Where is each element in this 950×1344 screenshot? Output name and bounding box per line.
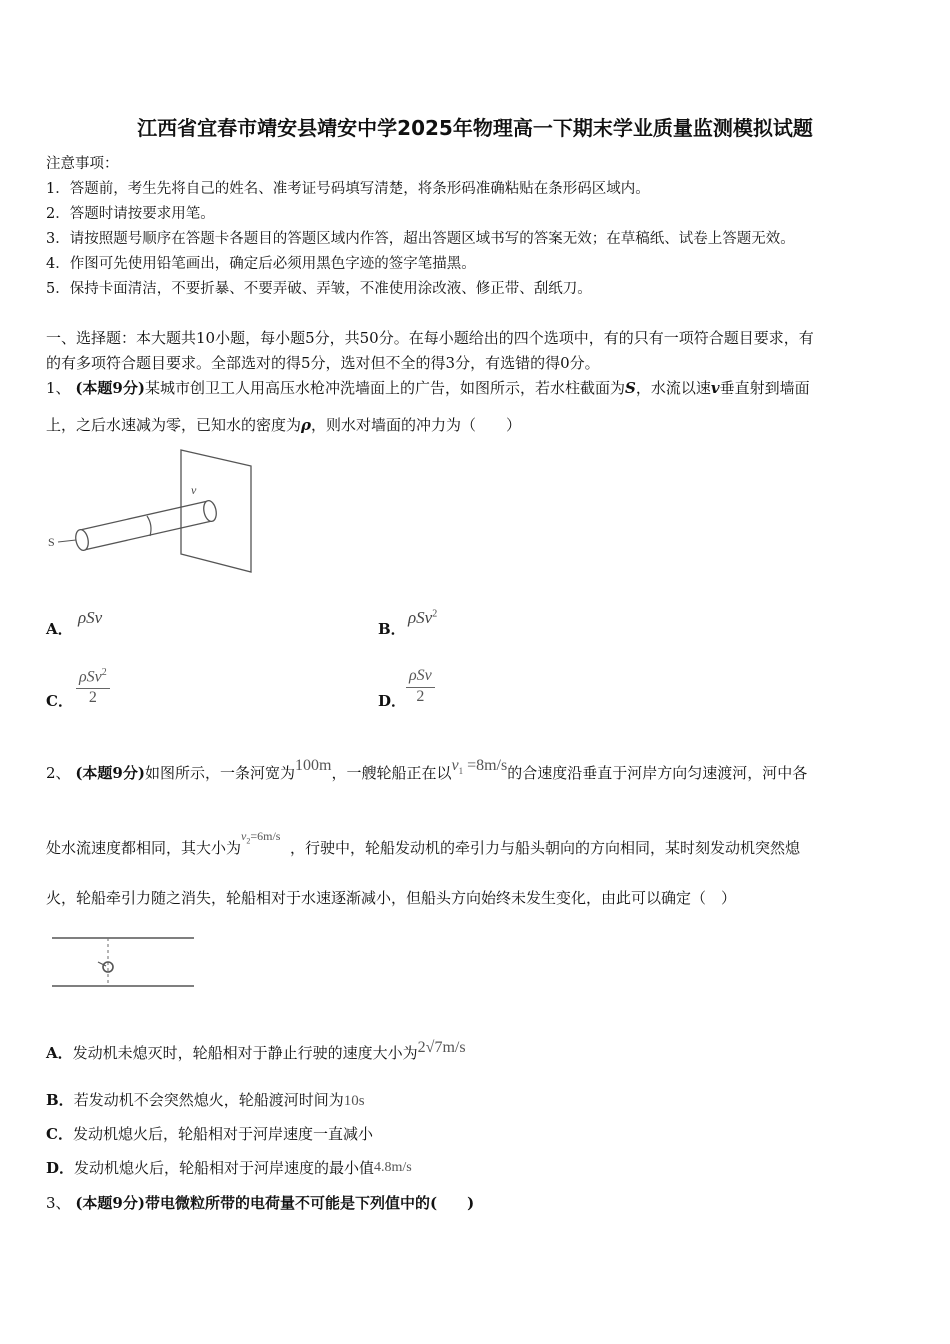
v1-value: =8m/s <box>467 757 508 774</box>
page-title: 江西省宜春市靖安县靖安中学2025年物理高一下期末学业质量监测模拟试题 <box>137 116 813 140</box>
v2-symbol: v <box>241 829 247 843</box>
q1-option-b[interactable] <box>378 618 406 639</box>
q2-score-tag: (本题9分) <box>75 764 145 782</box>
q2-line1 <box>46 757 808 784</box>
q1-text-1c: 垂直射到墙面 <box>719 379 810 397</box>
q1-line2 <box>46 414 521 435</box>
option-math: 4.8m/s <box>374 1160 412 1175</box>
q1-line1 <box>46 377 810 398</box>
q3-text: 带电微粒所带的电荷量不可能是下列值中的( ) <box>144 1194 475 1212</box>
q1-figure-water-jet <box>44 446 264 576</box>
option-label: C． <box>46 692 73 710</box>
q3-score-tag: (本题9分) <box>75 1194 145 1212</box>
notice-item-3: 3．请按照题号顺序在答题卡各题目的答题区域内作答，超出答题区域书写的答案无效；在草稿纸、试卷上答题无效。 <box>46 231 795 247</box>
notice-item-5: 5．保持卡面清洁，不要折暴、不要弄破、弄皱，不准使用涂改液、修正带、刮纸刀。 <box>46 281 592 297</box>
v1-subscript: 1 <box>458 766 464 777</box>
option-label: A． <box>46 1044 73 1062</box>
fig-label-v: v <box>191 483 197 497</box>
q1-text-1a: 某城市创卫工人用高压水枪冲洗墙面上的广告，如图所示，若水柱截面为 <box>144 379 625 397</box>
notice-item-1: 1．答题前，考生先将自己的姓名、准考证号码填写清楚，将条形码准确粘贴在条形码区域内。 <box>46 181 650 197</box>
q2-v1-expr <box>451 757 508 777</box>
option-label: C． <box>46 1125 73 1143</box>
frac-sup: 2 <box>101 667 107 678</box>
q2-v2-expr <box>241 829 281 846</box>
q1-option-c-fraction <box>76 667 110 707</box>
option-label: A． <box>46 620 73 638</box>
section1-line2: 的有多项符合题目要求。全部选对的得5分，选对但不全的得3分，有选错的得0分。 <box>46 354 600 372</box>
q2-number: 2、 <box>46 764 71 782</box>
jet-left-end <box>74 528 90 551</box>
frac-denominator: 2 <box>416 688 425 705</box>
q1-text-2a: 上，之后水速减为零，已知水的密度为 <box>46 416 302 434</box>
q2-line3: 火，轮船牵引力随之消失，轮船相对于水速逐渐减小，但船头方向始终未发生变化，由此可以确定（ ） <box>46 889 737 907</box>
notice-heading: 注意事项： <box>46 156 119 172</box>
jet-right-end <box>202 499 218 522</box>
q2-text-1b: ，一艘轮船正在以 <box>331 764 452 782</box>
q2-option-b[interactable] <box>46 1089 365 1110</box>
option-label: D． <box>378 692 407 710</box>
frac-numerator: ρSv <box>79 668 102 686</box>
frac-denominator: 2 <box>88 689 97 707</box>
option-text: 发动机熄火后，轮船相对于河岸速度一直减小 <box>72 1125 373 1143</box>
notice-item-4: 4．作图可先使用铅笔画出，确定后必须用黑色字迹的签字笔描黑。 <box>46 256 476 272</box>
q2-text-1a: 如图所示，一条河宽为 <box>144 764 295 782</box>
frac-numerator: ρSv <box>409 667 432 684</box>
q2-text-1c: 的合速度沿垂直于河岸方向匀速渡河，河中各 <box>507 764 808 782</box>
q2-text-2a: 处水流速度都相同，其大小为 <box>46 839 242 857</box>
expr-base: ρSv <box>408 608 433 627</box>
fig-label-s: S <box>48 535 55 549</box>
v2-subscript: 2 <box>246 836 251 846</box>
q1-var-s: S <box>624 379 636 397</box>
v1-symbol: v <box>451 757 459 774</box>
q3-number: 3、 <box>46 1194 71 1212</box>
section1-line1: 一、选择题：本大题共10小题，每小题5分，共50分。在每小题给出的四个选项中，有的只有一项符合题目要求，有 <box>46 329 814 347</box>
q1-number: 1、 <box>46 379 71 397</box>
expr-sup: 2 <box>432 608 438 620</box>
q1-var-v: v <box>710 379 720 397</box>
q2-line2 <box>46 829 801 858</box>
option-math: 10s <box>343 1093 365 1109</box>
q2-text-2b: ，行驶中，轮船发动机的牵引力与船头朝向的方向相同，某时刻发动机突然熄 <box>290 839 801 857</box>
option-label: B． <box>378 620 406 638</box>
notice-item-2: 2．答题时请按要求用笔。 <box>46 206 215 222</box>
q1-option-a-expr: ρSv <box>78 608 103 627</box>
q1-text-2b: ，则水对墙面的冲力为（ ） <box>311 416 522 434</box>
q2-figure-river <box>50 930 198 992</box>
option-text: 发动机未熄灭时，轮船相对于静止行驶的速度大小为 <box>72 1044 418 1062</box>
q1-text-1b: ，水流以速 <box>635 379 711 397</box>
q3-line1 <box>46 1192 474 1213</box>
option-math: 2√7m/s <box>417 1039 466 1056</box>
q1-option-d[interactable] <box>378 690 406 711</box>
v2-value: =6m/s <box>250 829 281 843</box>
q2-option-c[interactable] <box>46 1123 373 1144</box>
q1-option-c[interactable] <box>46 690 73 711</box>
q2-option-a[interactable] <box>46 1039 466 1063</box>
option-label: D． <box>46 1159 75 1177</box>
q1-score-tag: (本题9分) <box>75 379 145 397</box>
option-text: 若发动机不会突然熄火，轮船渡河时间为 <box>73 1091 344 1109</box>
q2-river-width: 100m <box>294 757 332 774</box>
q1-var-rho: ρ <box>301 416 311 434</box>
option-label: B． <box>46 1091 74 1109</box>
q1-option-a[interactable] <box>46 618 73 639</box>
q1-option-b-expr <box>408 608 437 628</box>
q2-option-d[interactable] <box>46 1157 412 1178</box>
q1-option-d-fraction <box>406 667 435 706</box>
option-text: 发动机熄火后，轮船相对于河岸速度的最小值 <box>74 1159 375 1177</box>
